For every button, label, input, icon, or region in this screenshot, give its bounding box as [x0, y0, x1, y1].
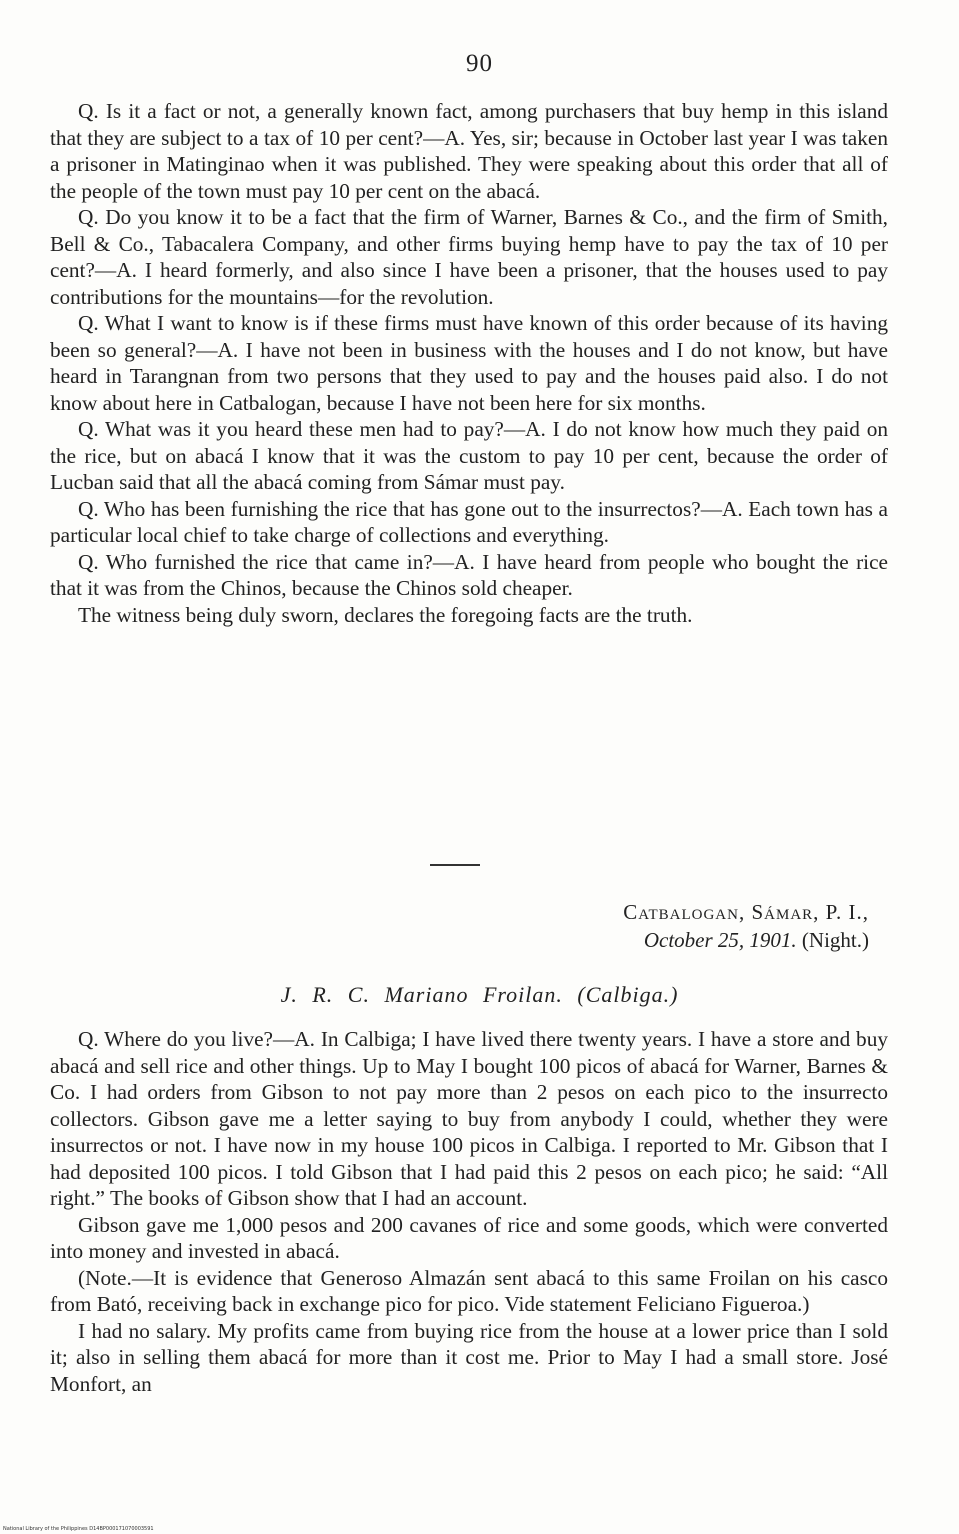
paragraph: Q. Who furnished the rice that came in?—A. I have heard from people who bought the rice that it was from the Chinos, because the Chinos sold cheaper. — [50, 549, 888, 600]
date-line — [644, 928, 869, 953]
testimony-text-block — [50, 98, 888, 628]
paragraph: Q. What I want to know is if these firms must have known of this order because of its having been so general?—A. I have not been in business with the houses and I do not know, but have heard in Tarangnan from two persons that they used to pay and the houses paid also. I do not know about here in Catbalogan, because I have not been here for six months. — [50, 311, 888, 415]
paragraph: Q. Is it a fact or not, a generally known fact, among purchasers that buy hemp in this island that they are subject to a tax of 10 per cent?—A. Yes, sir; because in October last year I was taken a prisoner in Matinginao when it was published. They were speaking about this order that all of the people of the town must pay 10 per cent on the abacá. — [50, 99, 888, 203]
paragraph: (Note.—It is evidence that Generoso Almazán sent abacá to this same Froilan on his casco from Bató, receiving back in exchange pico for pico. Vide statement Feliciano Figueroa.) — [50, 1265, 888, 1316]
time-note: (Night.) — [801, 928, 869, 952]
paragraph: Gibson gave me 1,000 pesos and 200 cavanes of rice and some goods, which were converted into money and invested in abacá. — [50, 1212, 888, 1263]
paragraph: I had no salary. My profits came from buying rice from the house at a lower price than I sold it; also in selling them abacá for more than it cost me. Prior to May I had a small store. José Monfort, an — [50, 1318, 888, 1396]
witness-heading: J. R. C. Mariano Froilan. (Calbiga.) — [280, 982, 679, 1007]
paragraph: Q. Where do you live?—A. In Calbiga; I have lived there twenty years. I have a store and buy abacá and sell rice and other things. Up to May I bought 100 picos of abacá for Warner, Barnes & Co. I had orders from Gibson to not pay more than 2 pesos on each pico to the insurrecto collectors. Gibson gave me a letter saying to buy from anybody I could, whether they were insurrectos or not. I have now in my house 100 picos in Calbiga. I reported to Mr. Gibson that I had deposited 100 picos. I told Gibson that I had paid this 2 pesos on each pico; he said: “All right.” The books of Gibson show that I had an account. — [50, 1027, 888, 1210]
paragraph: Q. Do you know it to be a fact that the firm of Warner, Barnes & Co., and the firm of Smith, Bell & Co., Tabacalera Company, and other firms buying hemp have to pay the tax of 10 per cent?—A. I heard formerly, and also since I have been a prisoner, that the houses used to pay contributions for the mountains—for the revolution. — [50, 205, 888, 309]
date: October 25, 1901. — [643, 928, 797, 952]
paragraph: Q. What was it you heard these men had to pay?—A. I do not know how much they paid on the rice, but on abacá I know that it was the custom to pay 10 per cent, because the order of Lucban said that all the abacá coming from Sámar must pay. — [50, 417, 888, 494]
paragraph: Q. Who has been furnishing the rice that has gone out to the insurrectos?—A. Each town has a particular local chief to take charge of collections and everything. — [50, 496, 888, 547]
library-footer: National Library of the Philippines D14BP000171070003591 — [3, 1526, 154, 1532]
place-line: Catbalogan, Sámar, P. I., — [623, 900, 869, 924]
testimony-text-block — [50, 1026, 888, 1397]
paragraph: The witness being duly sworn, declares the foregoing facts are the truth. — [78, 602, 693, 627]
page-number: 90 — [466, 50, 493, 77]
section-divider — [430, 864, 480, 866]
